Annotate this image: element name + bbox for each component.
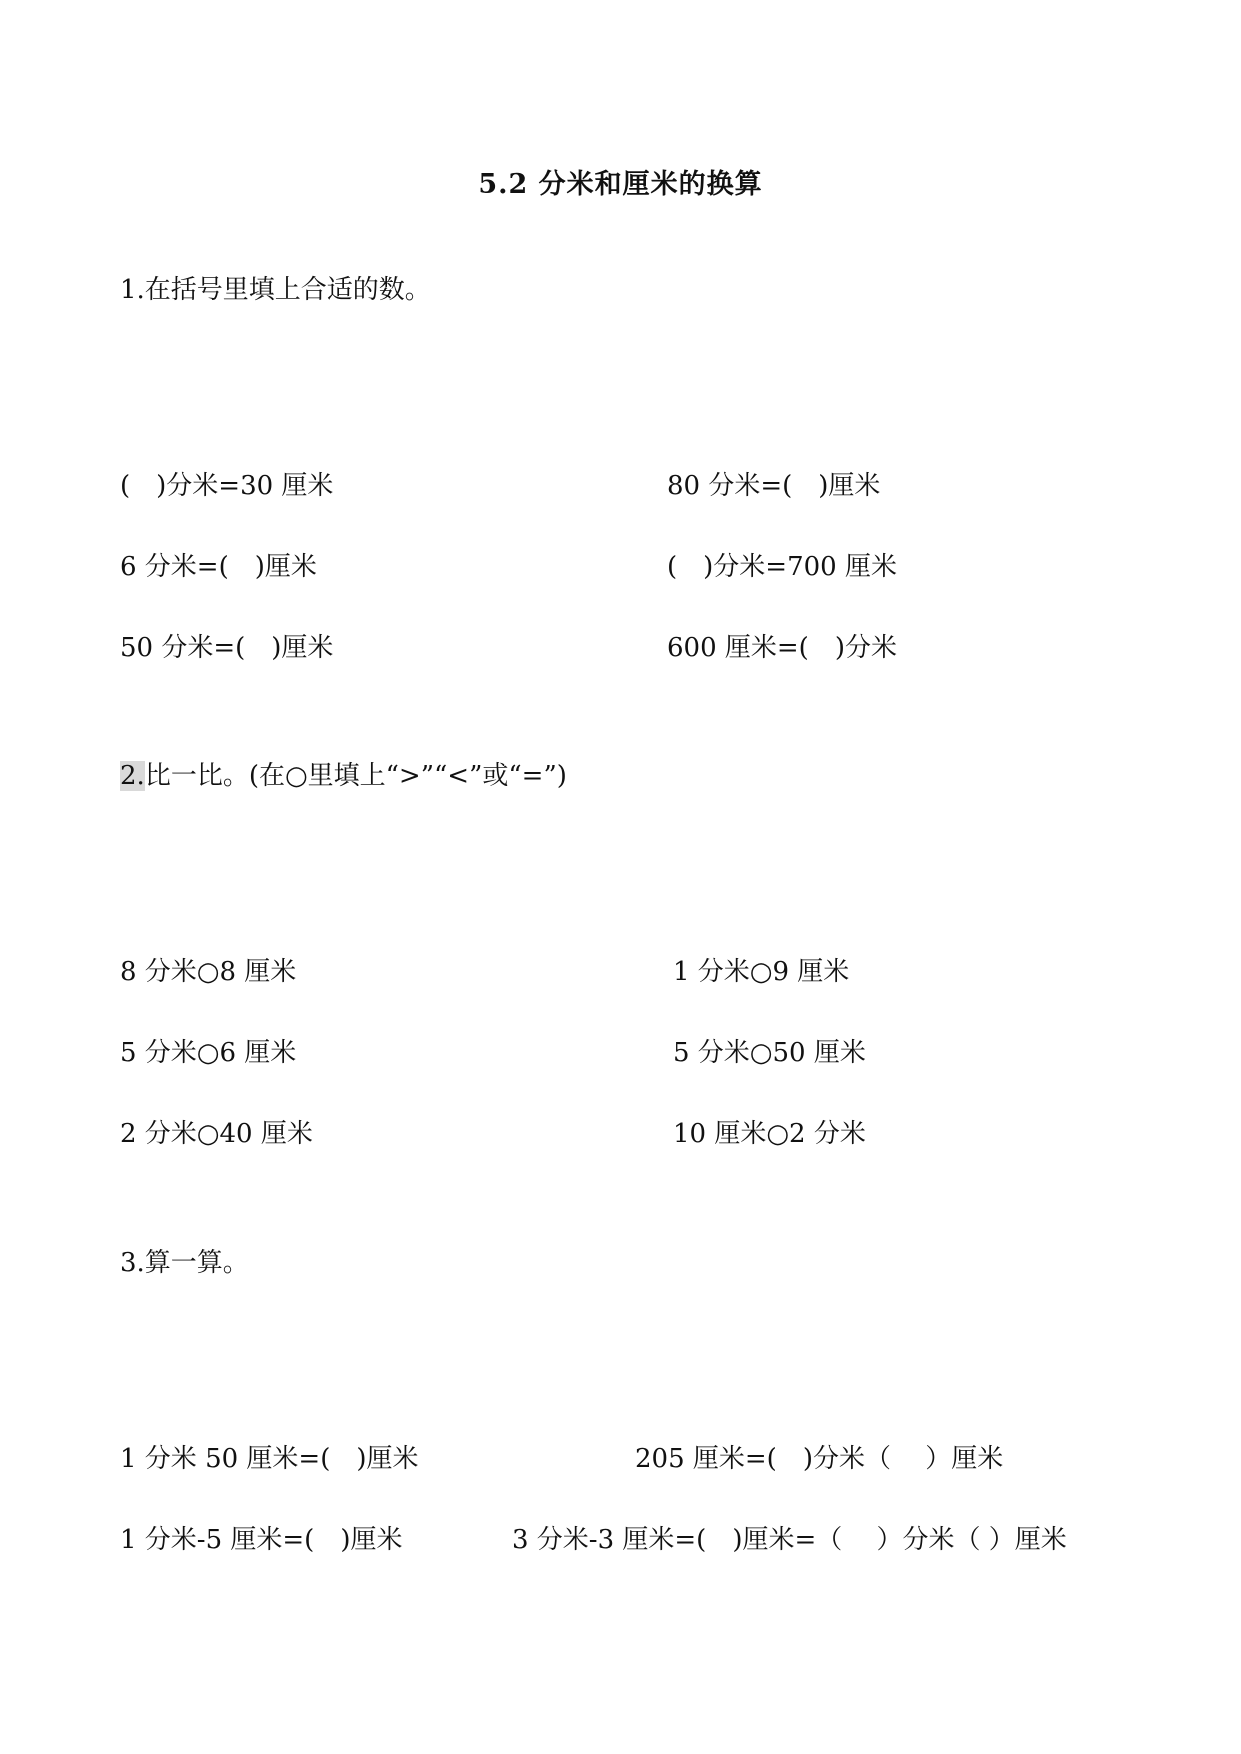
q1-item: ( )分米=700 厘米 bbox=[667, 552, 897, 582]
page-title: 5.2 分米和厘米的换算 bbox=[478, 169, 763, 200]
question-1-heading: 1.在括号里填上合适的数。 bbox=[120, 275, 431, 305]
q2-item: 10 厘米○2 分米 bbox=[673, 1119, 866, 1149]
q2-item: 8 分米○8 厘米 bbox=[120, 957, 297, 987]
q1-item: ( )分米=30 厘米 bbox=[120, 471, 334, 501]
question-2-number: 2. bbox=[120, 761, 145, 791]
q3-item: 205 厘米=( )分米（ ）厘米 bbox=[635, 1444, 1004, 1474]
q3-item: 3 分米-3 厘米=( )厘米=（ ）分米（ ）厘米 bbox=[512, 1525, 1067, 1555]
q1-item: 600 厘米=( )分米 bbox=[667, 633, 897, 663]
q1-item: 50 分米=( )厘米 bbox=[120, 633, 334, 663]
question-2-heading bbox=[120, 763, 567, 789]
q2-item: 5 分米○50 厘米 bbox=[673, 1038, 866, 1068]
q2-item: 5 分米○6 厘米 bbox=[120, 1038, 297, 1068]
q3-item: 1 分米-5 厘米=( )厘米 bbox=[120, 1525, 403, 1555]
q3-item: 1 分米 50 厘米=( )厘米 bbox=[120, 1444, 419, 1474]
q1-item: 6 分米=( )厘米 bbox=[120, 552, 317, 582]
question-3-heading: 3.算一算。 bbox=[120, 1248, 249, 1278]
question-2-heading-text: 比一比。(在○里填上“>”“<”或“=”) bbox=[144, 761, 567, 791]
q2-item: 2 分米○40 厘米 bbox=[120, 1119, 313, 1149]
q2-item: 1 分米○9 厘米 bbox=[673, 957, 850, 987]
q1-item: 80 分米=( )厘米 bbox=[667, 471, 881, 501]
